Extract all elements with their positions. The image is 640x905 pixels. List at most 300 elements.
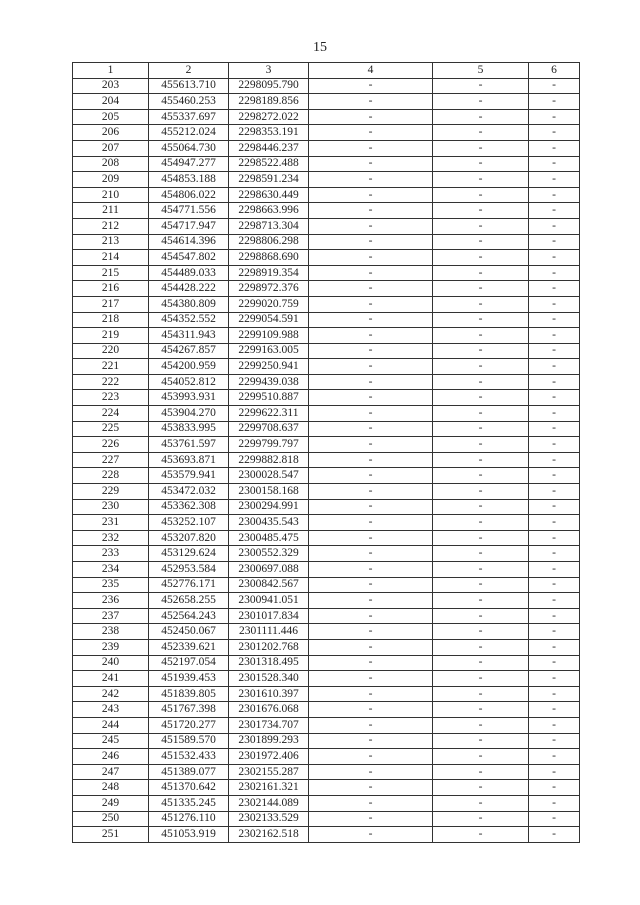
column-5-cell: - xyxy=(433,686,529,702)
column-4-cell: - xyxy=(309,639,433,655)
x-coordinate-cell: 454614.396 xyxy=(149,234,229,250)
column-4-cell: - xyxy=(309,421,433,437)
y-coordinate-cell: 2301017.834 xyxy=(229,608,309,624)
table-row xyxy=(73,437,580,453)
point-number-cell: 249 xyxy=(73,795,149,811)
point-number-cell: 224 xyxy=(73,406,149,422)
point-number-cell: 205 xyxy=(73,109,149,125)
y-coordinate-cell: 2301899.293 xyxy=(229,733,309,749)
x-coordinate-cell: 454267.857 xyxy=(149,343,229,359)
point-number-cell: 208 xyxy=(73,156,149,172)
y-coordinate-cell: 2298591.234 xyxy=(229,172,309,188)
column-5-cell: - xyxy=(433,281,529,297)
y-coordinate-cell: 2298095.790 xyxy=(229,78,309,94)
column-6-cell: - xyxy=(529,437,580,453)
column-6-cell: - xyxy=(529,265,580,281)
column-6-cell: - xyxy=(529,624,580,640)
column-5-cell: - xyxy=(433,593,529,609)
table-row xyxy=(73,795,580,811)
table-row xyxy=(73,546,580,562)
table-row xyxy=(73,281,580,297)
column-6-cell: - xyxy=(529,452,580,468)
column-4-cell: - xyxy=(309,468,433,484)
column-6-cell: - xyxy=(529,406,580,422)
column-6-cell: - xyxy=(529,390,580,406)
column-6-cell: - xyxy=(529,421,580,437)
column-header: 5 xyxy=(433,63,529,79)
x-coordinate-cell: 452953.584 xyxy=(149,562,229,578)
point-number-cell: 231 xyxy=(73,515,149,531)
x-coordinate-cell: 454311.943 xyxy=(149,328,229,344)
table-row xyxy=(73,109,580,125)
point-number-cell: 247 xyxy=(73,764,149,780)
y-coordinate-cell: 2302161.321 xyxy=(229,780,309,796)
point-number-cell: 230 xyxy=(73,499,149,515)
column-4-cell: - xyxy=(309,140,433,156)
point-number-cell: 217 xyxy=(73,296,149,312)
x-coordinate-cell: 455212.024 xyxy=(149,125,229,141)
column-4-cell: - xyxy=(309,187,433,203)
point-number-cell: 246 xyxy=(73,749,149,765)
y-coordinate-cell: 2300842.567 xyxy=(229,577,309,593)
point-number-cell: 213 xyxy=(73,234,149,250)
column-4-cell: - xyxy=(309,437,433,453)
table-row xyxy=(73,125,580,141)
column-6-cell: - xyxy=(529,546,580,562)
column-4-cell: - xyxy=(309,686,433,702)
x-coordinate-cell: 454428.222 xyxy=(149,281,229,297)
column-6-cell: - xyxy=(529,296,580,312)
column-4-cell: - xyxy=(309,234,433,250)
column-5-cell: - xyxy=(433,452,529,468)
column-5-cell: - xyxy=(433,764,529,780)
column-6-cell: - xyxy=(529,655,580,671)
column-4-cell: - xyxy=(309,390,433,406)
point-number-cell: 211 xyxy=(73,203,149,219)
column-5-cell: - xyxy=(433,78,529,94)
table-row xyxy=(73,608,580,624)
table-row xyxy=(73,94,580,110)
column-5-cell: - xyxy=(433,109,529,125)
point-number-cell: 248 xyxy=(73,780,149,796)
column-5-cell: - xyxy=(433,484,529,500)
x-coordinate-cell: 455337.697 xyxy=(149,109,229,125)
column-5-cell: - xyxy=(433,515,529,531)
column-6-cell: - xyxy=(529,484,580,500)
x-coordinate-cell: 455460.253 xyxy=(149,94,229,110)
x-coordinate-cell: 454352.552 xyxy=(149,312,229,328)
column-4-cell: - xyxy=(309,499,433,515)
point-number-cell: 204 xyxy=(73,94,149,110)
y-coordinate-cell: 2298189.856 xyxy=(229,94,309,110)
x-coordinate-cell: 455064.730 xyxy=(149,140,229,156)
x-coordinate-cell: 451767.398 xyxy=(149,702,229,718)
column-5-cell: - xyxy=(433,546,529,562)
table-row xyxy=(73,187,580,203)
y-coordinate-cell: 2300294.991 xyxy=(229,499,309,515)
column-5-cell: - xyxy=(433,312,529,328)
column-5-cell: - xyxy=(433,218,529,234)
x-coordinate-cell: 451839.805 xyxy=(149,686,229,702)
table-row xyxy=(73,515,580,531)
point-number-cell: 215 xyxy=(73,265,149,281)
table-row xyxy=(73,140,580,156)
column-4-cell: - xyxy=(309,78,433,94)
table-row xyxy=(73,265,580,281)
column-6-cell: - xyxy=(529,156,580,172)
x-coordinate-cell: 454717.947 xyxy=(149,218,229,234)
column-5-cell: - xyxy=(433,671,529,687)
column-5-cell: - xyxy=(433,468,529,484)
column-5-cell: - xyxy=(433,250,529,266)
x-coordinate-cell: 453579.941 xyxy=(149,468,229,484)
page-number: 15 xyxy=(313,40,327,55)
y-coordinate-cell: 2298446.237 xyxy=(229,140,309,156)
y-coordinate-cell: 2302162.518 xyxy=(229,827,309,843)
point-number-cell: 222 xyxy=(73,374,149,390)
x-coordinate-cell: 453693.871 xyxy=(149,452,229,468)
table-row xyxy=(73,390,580,406)
y-coordinate-cell: 2299109.988 xyxy=(229,328,309,344)
column-4-cell: - xyxy=(309,281,433,297)
y-coordinate-cell: 2300941.051 xyxy=(229,593,309,609)
column-6-cell: - xyxy=(529,639,580,655)
column-6-cell: - xyxy=(529,702,580,718)
column-6-cell: - xyxy=(529,515,580,531)
x-coordinate-cell: 454052.812 xyxy=(149,374,229,390)
x-coordinate-cell: 454947.277 xyxy=(149,156,229,172)
column-6-cell: - xyxy=(529,749,580,765)
point-number-cell: 212 xyxy=(73,218,149,234)
column-6-cell: - xyxy=(529,94,580,110)
x-coordinate-cell: 451720.277 xyxy=(149,717,229,733)
column-5-cell: - xyxy=(433,421,529,437)
y-coordinate-cell: 2302155.287 xyxy=(229,764,309,780)
point-number-cell: 242 xyxy=(73,686,149,702)
column-4-cell: - xyxy=(309,827,433,843)
y-coordinate-cell: 2298972.376 xyxy=(229,281,309,297)
table-row xyxy=(73,234,580,250)
x-coordinate-cell: 454853.188 xyxy=(149,172,229,188)
column-4-cell: - xyxy=(309,671,433,687)
point-number-cell: 235 xyxy=(73,577,149,593)
column-6-cell: - xyxy=(529,187,580,203)
column-5-cell: - xyxy=(433,406,529,422)
column-header: 1 xyxy=(73,63,149,79)
y-coordinate-cell: 2302144.089 xyxy=(229,795,309,811)
y-coordinate-cell: 2298919.354 xyxy=(229,265,309,281)
column-6-cell: - xyxy=(529,499,580,515)
y-coordinate-cell: 2300158.168 xyxy=(229,484,309,500)
x-coordinate-cell: 451276.110 xyxy=(149,811,229,827)
point-number-cell: 238 xyxy=(73,624,149,640)
x-coordinate-cell: 451335.245 xyxy=(149,795,229,811)
table-row xyxy=(73,811,580,827)
column-6-cell: - xyxy=(529,312,580,328)
column-6-cell: - xyxy=(529,764,580,780)
point-number-cell: 219 xyxy=(73,328,149,344)
x-coordinate-cell: 454806.022 xyxy=(149,187,229,203)
column-4-cell: - xyxy=(309,125,433,141)
table-row xyxy=(73,78,580,94)
y-coordinate-cell: 2301676.068 xyxy=(229,702,309,718)
point-number-cell: 203 xyxy=(73,78,149,94)
point-number-cell: 250 xyxy=(73,811,149,827)
y-coordinate-cell: 2299799.797 xyxy=(229,437,309,453)
point-number-cell: 251 xyxy=(73,827,149,843)
table-row xyxy=(73,562,580,578)
y-coordinate-cell: 2299020.759 xyxy=(229,296,309,312)
y-coordinate-cell: 2299510.887 xyxy=(229,390,309,406)
y-coordinate-cell: 2301202.768 xyxy=(229,639,309,655)
column-6-cell: - xyxy=(529,125,580,141)
column-header: 6 xyxy=(529,63,580,79)
table-row xyxy=(73,374,580,390)
column-5-cell: - xyxy=(433,437,529,453)
column-6-cell: - xyxy=(529,203,580,219)
x-coordinate-cell: 453207.820 xyxy=(149,530,229,546)
column-4-cell: - xyxy=(309,484,433,500)
table-row xyxy=(73,577,580,593)
table-row xyxy=(73,156,580,172)
point-number-cell: 216 xyxy=(73,281,149,297)
column-5-cell: - xyxy=(433,265,529,281)
column-header: 2 xyxy=(149,63,229,79)
column-6-cell: - xyxy=(529,234,580,250)
column-5-cell: - xyxy=(433,296,529,312)
y-coordinate-cell: 2299163.005 xyxy=(229,343,309,359)
column-6-cell: - xyxy=(529,218,580,234)
table-row xyxy=(73,780,580,796)
y-coordinate-cell: 2298663.996 xyxy=(229,203,309,219)
x-coordinate-cell: 451370.642 xyxy=(149,780,229,796)
column-4-cell: - xyxy=(309,203,433,219)
point-number-cell: 206 xyxy=(73,125,149,141)
column-6-cell: - xyxy=(529,281,580,297)
column-6-cell: - xyxy=(529,468,580,484)
y-coordinate-cell: 2299054.591 xyxy=(229,312,309,328)
column-5-cell: - xyxy=(433,608,529,624)
point-number-cell: 239 xyxy=(73,639,149,655)
column-6-cell: - xyxy=(529,795,580,811)
y-coordinate-cell: 2299708.637 xyxy=(229,421,309,437)
point-number-cell: 220 xyxy=(73,343,149,359)
column-6-cell: - xyxy=(529,717,580,733)
x-coordinate-cell: 453761.597 xyxy=(149,437,229,453)
table-row xyxy=(73,203,580,219)
table-row xyxy=(73,717,580,733)
point-number-cell: 210 xyxy=(73,187,149,203)
point-number-cell: 241 xyxy=(73,671,149,687)
column-6-cell: - xyxy=(529,109,580,125)
column-6-cell: - xyxy=(529,374,580,390)
table-row xyxy=(73,530,580,546)
x-coordinate-cell: 454200.959 xyxy=(149,359,229,375)
y-coordinate-cell: 2301972.406 xyxy=(229,749,309,765)
point-number-cell: 218 xyxy=(73,312,149,328)
point-number-cell: 240 xyxy=(73,655,149,671)
column-5-cell: - xyxy=(433,390,529,406)
x-coordinate-cell: 452197.054 xyxy=(149,655,229,671)
x-coordinate-cell: 451939.453 xyxy=(149,671,229,687)
point-number-cell: 225 xyxy=(73,421,149,437)
y-coordinate-cell: 2301318.495 xyxy=(229,655,309,671)
table-row xyxy=(73,406,580,422)
table-row xyxy=(73,484,580,500)
column-4-cell: - xyxy=(309,733,433,749)
column-4-cell: - xyxy=(309,608,433,624)
table-row xyxy=(73,296,580,312)
column-6-cell: - xyxy=(529,827,580,843)
y-coordinate-cell: 2300552.329 xyxy=(229,546,309,562)
x-coordinate-cell: 453993.931 xyxy=(149,390,229,406)
column-6-cell: - xyxy=(529,593,580,609)
y-coordinate-cell: 2298522.488 xyxy=(229,156,309,172)
column-5-cell: - xyxy=(433,577,529,593)
x-coordinate-cell: 454489.033 xyxy=(149,265,229,281)
table-row xyxy=(73,624,580,640)
table-header-row xyxy=(73,63,580,79)
point-number-cell: 237 xyxy=(73,608,149,624)
point-number-cell: 232 xyxy=(73,530,149,546)
y-coordinate-cell: 2298353.191 xyxy=(229,125,309,141)
point-number-cell: 221 xyxy=(73,359,149,375)
x-coordinate-cell: 451053.919 xyxy=(149,827,229,843)
column-6-cell: - xyxy=(529,608,580,624)
column-4-cell: - xyxy=(309,780,433,796)
y-coordinate-cell: 2299882.818 xyxy=(229,452,309,468)
column-5-cell: - xyxy=(433,234,529,250)
column-6-cell: - xyxy=(529,780,580,796)
column-4-cell: - xyxy=(309,359,433,375)
x-coordinate-cell: 452339.621 xyxy=(149,639,229,655)
table-row xyxy=(73,671,580,687)
column-5-cell: - xyxy=(433,624,529,640)
point-number-cell: 233 xyxy=(73,546,149,562)
x-coordinate-cell: 452776.171 xyxy=(149,577,229,593)
point-number-cell: 228 xyxy=(73,468,149,484)
table-row xyxy=(73,764,580,780)
column-4-cell: - xyxy=(309,265,433,281)
table-row xyxy=(73,343,580,359)
column-6-cell: - xyxy=(529,530,580,546)
column-5-cell: - xyxy=(433,702,529,718)
column-4-cell: - xyxy=(309,109,433,125)
column-5-cell: - xyxy=(433,530,529,546)
column-4-cell: - xyxy=(309,795,433,811)
y-coordinate-cell: 2302133.529 xyxy=(229,811,309,827)
column-6-cell: - xyxy=(529,78,580,94)
table-row xyxy=(73,359,580,375)
column-5-cell: - xyxy=(433,827,529,843)
x-coordinate-cell: 453362.308 xyxy=(149,499,229,515)
column-4-cell: - xyxy=(309,624,433,640)
table-row xyxy=(73,827,580,843)
table-row xyxy=(73,639,580,655)
column-5-cell: - xyxy=(433,717,529,733)
column-4-cell: - xyxy=(309,562,433,578)
x-coordinate-cell: 452450.067 xyxy=(149,624,229,640)
y-coordinate-cell: 2298868.690 xyxy=(229,250,309,266)
x-coordinate-cell: 453472.032 xyxy=(149,484,229,500)
point-number-cell: 214 xyxy=(73,250,149,266)
x-coordinate-cell: 453252.107 xyxy=(149,515,229,531)
y-coordinate-cell: 2299622.311 xyxy=(229,406,309,422)
y-coordinate-cell: 2301610.397 xyxy=(229,686,309,702)
column-6-cell: - xyxy=(529,140,580,156)
column-6-cell: - xyxy=(529,343,580,359)
y-coordinate-cell: 2298272.022 xyxy=(229,109,309,125)
point-number-cell: 209 xyxy=(73,172,149,188)
column-5-cell: - xyxy=(433,328,529,344)
column-4-cell: - xyxy=(309,530,433,546)
column-5-cell: - xyxy=(433,780,529,796)
point-number-cell: 243 xyxy=(73,702,149,718)
column-5-cell: - xyxy=(433,749,529,765)
column-4-cell: - xyxy=(309,218,433,234)
column-4-cell: - xyxy=(309,655,433,671)
x-coordinate-cell: 451589.570 xyxy=(149,733,229,749)
column-5-cell: - xyxy=(433,374,529,390)
column-header: 3 xyxy=(229,63,309,79)
column-4-cell: - xyxy=(309,749,433,765)
column-5-cell: - xyxy=(433,140,529,156)
y-coordinate-cell: 2300028.547 xyxy=(229,468,309,484)
x-coordinate-cell: 453904.270 xyxy=(149,406,229,422)
column-5-cell: - xyxy=(433,156,529,172)
column-header: 4 xyxy=(309,63,433,79)
y-coordinate-cell: 2298630.449 xyxy=(229,187,309,203)
column-6-cell: - xyxy=(529,733,580,749)
column-5-cell: - xyxy=(433,811,529,827)
column-4-cell: - xyxy=(309,515,433,531)
column-6-cell: - xyxy=(529,811,580,827)
column-6-cell: - xyxy=(529,172,580,188)
column-4-cell: - xyxy=(309,296,433,312)
x-coordinate-cell: 454547.802 xyxy=(149,250,229,266)
column-4-cell: - xyxy=(309,546,433,562)
table-row xyxy=(73,172,580,188)
column-6-cell: - xyxy=(529,577,580,593)
column-4-cell: - xyxy=(309,172,433,188)
column-6-cell: - xyxy=(529,328,580,344)
y-coordinate-cell: 2299250.941 xyxy=(229,359,309,375)
point-number-cell: 207 xyxy=(73,140,149,156)
y-coordinate-cell: 2298806.298 xyxy=(229,234,309,250)
column-5-cell: - xyxy=(433,639,529,655)
column-4-cell: - xyxy=(309,717,433,733)
table-row xyxy=(73,749,580,765)
point-number-cell: 229 xyxy=(73,484,149,500)
column-5-cell: - xyxy=(433,203,529,219)
table-row xyxy=(73,702,580,718)
column-4-cell: - xyxy=(309,343,433,359)
y-coordinate-cell: 2300435.543 xyxy=(229,515,309,531)
x-coordinate-cell: 453129.624 xyxy=(149,546,229,562)
x-coordinate-cell: 452658.255 xyxy=(149,593,229,609)
table-row xyxy=(73,312,580,328)
column-6-cell: - xyxy=(529,359,580,375)
column-4-cell: - xyxy=(309,406,433,422)
point-number-cell: 236 xyxy=(73,593,149,609)
column-4-cell: - xyxy=(309,250,433,266)
point-number-cell: 245 xyxy=(73,733,149,749)
table-row xyxy=(73,686,580,702)
table-row xyxy=(73,218,580,234)
y-coordinate-cell: 2301111.446 xyxy=(229,624,309,640)
column-5-cell: - xyxy=(433,125,529,141)
point-number-cell: 223 xyxy=(73,390,149,406)
